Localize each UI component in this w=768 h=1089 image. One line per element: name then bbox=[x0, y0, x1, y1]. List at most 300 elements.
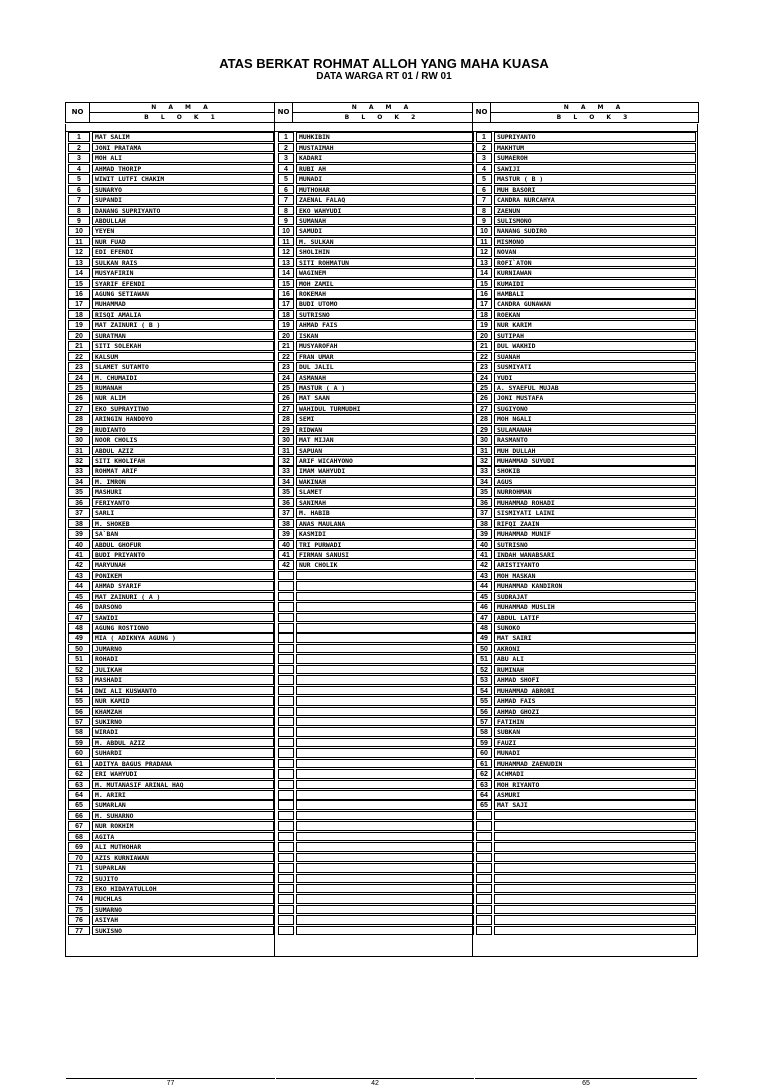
resident-name: NUR ROKHIM bbox=[92, 821, 274, 831]
row-number: 71 bbox=[68, 863, 90, 873]
resident-name: SARLI bbox=[92, 508, 274, 518]
row-number: 37 bbox=[476, 508, 492, 518]
row-number: 21 bbox=[476, 341, 492, 351]
blok3-row bbox=[476, 769, 696, 779]
blok2-row bbox=[278, 205, 474, 215]
row-number: 67 bbox=[68, 821, 90, 831]
resident-name: MOH NGALI bbox=[494, 414, 696, 424]
resident-name: FRAN UMAR bbox=[296, 352, 474, 362]
blok2-row bbox=[278, 236, 474, 246]
resident-name: M. ARIRI bbox=[92, 790, 274, 800]
row-number: 72 bbox=[68, 874, 90, 884]
resident-name: RUMANAH bbox=[92, 383, 274, 393]
blok2-row bbox=[278, 497, 474, 507]
blok3-row bbox=[476, 904, 696, 914]
resident-name: SAWIDI bbox=[92, 613, 274, 623]
resident-name: FIRMAN SANUSI bbox=[296, 550, 474, 560]
row-number bbox=[278, 769, 294, 779]
resident-name: SUTIPAH bbox=[494, 331, 696, 341]
row-number: 61 bbox=[476, 759, 492, 769]
row-number bbox=[476, 863, 492, 873]
resident-name: AHMAD THORIP bbox=[92, 164, 274, 174]
blok2-row bbox=[278, 675, 474, 685]
resident-name: M. HABIB bbox=[296, 508, 474, 518]
resident-name: SUMAEROH bbox=[494, 153, 696, 163]
resident-name: FAUZI bbox=[494, 738, 696, 748]
row-number: 22 bbox=[476, 352, 492, 362]
row-number: 38 bbox=[476, 519, 492, 529]
resident-name bbox=[296, 707, 474, 717]
blok3-row bbox=[476, 184, 696, 194]
blok2-row bbox=[278, 456, 474, 466]
row-number: 11 bbox=[278, 237, 294, 247]
resident-name bbox=[494, 863, 696, 873]
row-number: 26 bbox=[476, 393, 492, 403]
blok3-row bbox=[476, 466, 696, 476]
row-number: 27 bbox=[68, 404, 90, 414]
resident-name: ARINGIN HANDOYO bbox=[92, 414, 274, 424]
blok1-row bbox=[68, 372, 274, 382]
row-number: 49 bbox=[476, 633, 492, 643]
row-number: 59 bbox=[476, 738, 492, 748]
row-number: 53 bbox=[476, 675, 492, 685]
blok3-row bbox=[476, 633, 696, 643]
resident-name: ABDULLAH bbox=[92, 216, 274, 226]
table-header bbox=[65, 102, 699, 123]
blok3-row bbox=[476, 445, 696, 455]
resident-name: MUTHOHAR bbox=[296, 185, 474, 195]
row-number bbox=[278, 811, 294, 821]
row-number bbox=[476, 915, 492, 925]
row-number: 33 bbox=[476, 466, 492, 476]
resident-name bbox=[296, 581, 474, 591]
resident-name: MISMONO bbox=[494, 237, 696, 247]
row-number: 35 bbox=[68, 487, 90, 497]
row-number: 2 bbox=[278, 143, 294, 153]
row-number: 54 bbox=[476, 686, 492, 696]
resident-name: M. CHUMAIDI bbox=[92, 373, 274, 383]
row-number: 20 bbox=[476, 331, 492, 341]
row-number: 45 bbox=[68, 592, 90, 602]
blok3-row bbox=[476, 654, 696, 664]
resident-name: SHOKIB bbox=[494, 466, 696, 476]
row-number: 44 bbox=[476, 581, 492, 591]
resident-name: FERIYANTO bbox=[92, 498, 274, 508]
resident-name: MAT SAJI bbox=[494, 800, 696, 810]
blok3-row bbox=[476, 831, 696, 841]
blok2-row bbox=[278, 769, 474, 779]
row-number: 59 bbox=[68, 738, 90, 748]
resident-name bbox=[296, 727, 474, 737]
row-number: 32 bbox=[476, 456, 492, 466]
blok2-row bbox=[278, 560, 474, 570]
resident-name: SUPRIYANTO bbox=[494, 132, 696, 142]
row-number bbox=[278, 654, 294, 664]
blok3-row bbox=[476, 758, 696, 768]
row-number: 16 bbox=[476, 289, 492, 299]
blok1-row bbox=[68, 591, 274, 601]
row-number bbox=[278, 821, 294, 831]
row-number: 32 bbox=[278, 456, 294, 466]
blok1-row bbox=[68, 497, 274, 507]
resident-name: JONI MUSTAFA bbox=[494, 393, 696, 403]
row-number: 34 bbox=[476, 477, 492, 487]
row-number: 49 bbox=[68, 633, 90, 643]
blok1-row bbox=[68, 737, 274, 747]
row-number: 31 bbox=[278, 446, 294, 456]
resident-name: MAT ZAINURI ( B ) bbox=[92, 320, 274, 330]
resident-name: INDAH WANABSARI bbox=[494, 550, 696, 560]
blok1-row bbox=[68, 184, 274, 194]
blok1-row bbox=[68, 487, 274, 497]
row-number bbox=[278, 686, 294, 696]
blok3-row bbox=[476, 591, 696, 601]
row-number: 18 bbox=[476, 310, 492, 320]
row-number: 32 bbox=[68, 456, 90, 466]
resident-name: SUMANAH bbox=[296, 216, 474, 226]
resident-name: ROKEMAH bbox=[296, 289, 474, 299]
row-number: 8 bbox=[68, 206, 90, 216]
blok3-row bbox=[476, 602, 696, 612]
row-number: 4 bbox=[278, 164, 294, 174]
blok3-row bbox=[476, 236, 696, 246]
row-number bbox=[278, 915, 294, 925]
blok2-row bbox=[278, 925, 474, 935]
resident-name: SITI SOLEKAH bbox=[92, 341, 274, 351]
blok1-row bbox=[68, 602, 274, 612]
blok2-row bbox=[278, 393, 474, 403]
blok2-row bbox=[278, 581, 474, 591]
blok2-row bbox=[278, 894, 474, 904]
blok3-row bbox=[476, 737, 696, 747]
blok1-row bbox=[68, 362, 274, 372]
resident-name bbox=[296, 853, 474, 863]
row-number: 17 bbox=[68, 299, 90, 309]
blok1-row bbox=[68, 664, 274, 674]
row-number: 61 bbox=[68, 759, 90, 769]
row-number: 63 bbox=[68, 780, 90, 790]
row-number: 55 bbox=[68, 696, 90, 706]
resident-name: RIFQI ZAAIN bbox=[494, 519, 696, 529]
blok2-row bbox=[278, 142, 474, 152]
row-number: 11 bbox=[476, 237, 492, 247]
blok2-row bbox=[278, 623, 474, 633]
row-number: 18 bbox=[68, 310, 90, 320]
resident-name: TRI PURWADI bbox=[296, 540, 474, 550]
row-number: 30 bbox=[476, 435, 492, 445]
row-number: 22 bbox=[68, 352, 90, 362]
blok3-row bbox=[476, 153, 696, 163]
resident-name: MASTUR ( A ) bbox=[296, 383, 474, 393]
blok1-row bbox=[68, 925, 274, 935]
blok2-row bbox=[278, 696, 474, 706]
blok1-row bbox=[68, 758, 274, 768]
row-number: 24 bbox=[68, 373, 90, 383]
row-number: 5 bbox=[68, 174, 90, 184]
resident-name: ADITYA BAGUS PRADANA bbox=[92, 759, 274, 769]
blok3-row bbox=[476, 529, 696, 539]
row-number bbox=[476, 811, 492, 821]
resident-name: ABU ALI bbox=[494, 654, 696, 664]
blok3-row bbox=[476, 132, 696, 142]
resident-name: MUHAMMAD KANDIRON bbox=[494, 581, 696, 591]
row-number: 26 bbox=[278, 393, 294, 403]
resident-name: WIRADI bbox=[92, 727, 274, 737]
resident-name: ASMANAH bbox=[296, 373, 474, 383]
row-number: 15 bbox=[476, 279, 492, 289]
blok3-row bbox=[476, 884, 696, 894]
resident-name: MAKHTUM bbox=[494, 143, 696, 153]
row-number: 24 bbox=[476, 373, 492, 383]
row-number: 11 bbox=[68, 237, 90, 247]
blok2-row bbox=[278, 174, 474, 184]
resident-name: MOH ZAMIL bbox=[296, 279, 474, 289]
blok1-row bbox=[68, 330, 274, 340]
row-number bbox=[278, 926, 294, 936]
resident-name: SUTRISNO bbox=[494, 540, 696, 550]
row-number: 33 bbox=[68, 466, 90, 476]
row-number: 62 bbox=[476, 769, 492, 779]
resident-name: SUPARLAN bbox=[92, 863, 274, 873]
resident-name: WAGINEM bbox=[296, 268, 474, 278]
blok3-row bbox=[476, 424, 696, 434]
blok2-row bbox=[278, 508, 474, 518]
row-number: 3 bbox=[476, 153, 492, 163]
blok3-row bbox=[476, 487, 696, 497]
row-number: 36 bbox=[476, 498, 492, 508]
row-number: 40 bbox=[68, 540, 90, 550]
blok1-row bbox=[68, 748, 274, 758]
row-number bbox=[278, 738, 294, 748]
blok2-row bbox=[278, 184, 474, 194]
blok1-row bbox=[68, 278, 274, 288]
row-number: 31 bbox=[68, 446, 90, 456]
row-number bbox=[278, 707, 294, 717]
blok1-row bbox=[68, 351, 274, 361]
blok3-row bbox=[476, 925, 696, 935]
row-number: 63 bbox=[476, 780, 492, 790]
blok3-row bbox=[476, 821, 696, 831]
resident-name: SUDRAJAT bbox=[494, 592, 696, 602]
row-number: 60 bbox=[476, 748, 492, 758]
resident-name: WAKINAH bbox=[296, 477, 474, 487]
row-number: 13 bbox=[476, 258, 492, 268]
row-number: 41 bbox=[68, 550, 90, 560]
blok3-row bbox=[476, 142, 696, 152]
resident-name: HAMBALI bbox=[494, 289, 696, 299]
header-blok-1: B L O K 1 bbox=[90, 113, 275, 123]
row-number: 29 bbox=[278, 425, 294, 435]
row-number: 64 bbox=[68, 790, 90, 800]
resident-name: MARYUNAH bbox=[92, 560, 274, 570]
resident-name: MAT ZAINURI ( A ) bbox=[92, 592, 274, 602]
resident-name: SULKAN RAIS bbox=[92, 258, 274, 268]
row-number: 23 bbox=[476, 362, 492, 372]
row-number bbox=[476, 874, 492, 884]
row-number bbox=[278, 884, 294, 894]
blok1-row bbox=[68, 236, 274, 246]
blok3-row bbox=[476, 696, 696, 706]
resident-name: ROFI`ATON bbox=[494, 258, 696, 268]
blok2-row bbox=[278, 612, 474, 622]
blok1-row bbox=[68, 810, 274, 820]
row-number bbox=[278, 633, 294, 643]
row-number bbox=[278, 675, 294, 685]
row-number: 50 bbox=[476, 644, 492, 654]
blok3-row bbox=[476, 497, 696, 507]
blok1-row bbox=[68, 727, 274, 737]
resident-name bbox=[296, 842, 474, 852]
blok2-row bbox=[278, 779, 474, 789]
row-number: 19 bbox=[278, 320, 294, 330]
blok3-row bbox=[476, 779, 696, 789]
resident-name: EKO WAHYUDI bbox=[296, 206, 474, 216]
resident-name: SLAMET SUTAMTO bbox=[92, 362, 274, 372]
resident-name bbox=[494, 884, 696, 894]
resident-name bbox=[494, 926, 696, 936]
blok1-row bbox=[68, 852, 274, 862]
blok2-row bbox=[278, 216, 474, 226]
resident-name: MUHAMMAD MUSLIH bbox=[494, 602, 696, 612]
resident-name: KADARI bbox=[296, 153, 474, 163]
resident-name: ALI MUTHOHAR bbox=[92, 842, 274, 852]
resident-name: SUKIRNO bbox=[92, 717, 274, 727]
resident-name: AKRONI bbox=[494, 644, 696, 654]
resident-name: SULAMANAH bbox=[494, 425, 696, 435]
row-number bbox=[278, 717, 294, 727]
resident-name: JONI PRATAMA bbox=[92, 143, 274, 153]
blok3-row bbox=[476, 842, 696, 852]
row-number: 45 bbox=[476, 592, 492, 602]
row-number bbox=[278, 623, 294, 633]
blok3-row bbox=[476, 810, 696, 820]
row-number bbox=[278, 842, 294, 852]
resident-name: MUNADI bbox=[494, 748, 696, 758]
resident-name: NUR ALIM bbox=[92, 393, 274, 403]
blok2-row bbox=[278, 873, 474, 883]
blok1-row bbox=[68, 435, 274, 445]
blok2-column bbox=[278, 132, 474, 936]
row-number: 36 bbox=[278, 498, 294, 508]
resident-name bbox=[296, 665, 474, 675]
blok3-row bbox=[476, 664, 696, 674]
resident-name bbox=[296, 780, 474, 790]
blok3-row bbox=[476, 894, 696, 904]
resident-name: YUDI bbox=[494, 373, 696, 383]
resident-name bbox=[494, 832, 696, 842]
header-no-3: NO bbox=[473, 103, 491, 123]
resident-name bbox=[296, 832, 474, 842]
blok3-row bbox=[476, 873, 696, 883]
resident-name bbox=[296, 863, 474, 873]
blok2-row bbox=[278, 341, 474, 351]
resident-name: MUSYAROFAH bbox=[296, 341, 474, 351]
row-number: 37 bbox=[68, 508, 90, 518]
blok2-row bbox=[278, 257, 474, 267]
blok1-row bbox=[68, 581, 274, 591]
resident-name: M. SHOKEB bbox=[92, 519, 274, 529]
blok3-row bbox=[476, 341, 696, 351]
resident-name: WIWIT LUTFI CHAKIM bbox=[92, 174, 274, 184]
row-number: 25 bbox=[278, 383, 294, 393]
header-nama-3: N A M A bbox=[491, 103, 699, 113]
blok2-row bbox=[278, 466, 474, 476]
blok1-row bbox=[68, 403, 274, 413]
resident-name: MUCHLAS bbox=[92, 894, 274, 904]
resident-name: DWI ALI KUSWANTO bbox=[92, 686, 274, 696]
row-number: 14 bbox=[68, 268, 90, 278]
header-blok-3: B L O K 3 bbox=[491, 113, 699, 123]
resident-name bbox=[296, 905, 474, 915]
resident-name: AGUNG SETIAWAN bbox=[92, 289, 274, 299]
blok3-row bbox=[476, 643, 696, 653]
blok1-row bbox=[68, 821, 274, 831]
resident-name bbox=[296, 686, 474, 696]
blok3-row bbox=[476, 289, 696, 299]
blok3-row bbox=[476, 717, 696, 727]
blok2-row bbox=[278, 643, 474, 653]
row-number bbox=[476, 884, 492, 894]
row-number bbox=[278, 748, 294, 758]
blok3-row bbox=[476, 800, 696, 810]
blok2-row bbox=[278, 758, 474, 768]
blok2-row bbox=[278, 539, 474, 549]
resident-name: MIA ( ADIKNYA AGUNG ) bbox=[92, 633, 274, 643]
resident-name bbox=[494, 821, 696, 831]
resident-name: RISQI AMALIA bbox=[92, 310, 274, 320]
row-number: 14 bbox=[278, 268, 294, 278]
row-number bbox=[476, 821, 492, 831]
resident-name: SUPANDI bbox=[92, 195, 274, 205]
row-number bbox=[476, 853, 492, 863]
row-number: 19 bbox=[68, 320, 90, 330]
resident-name: SUKISNO bbox=[92, 926, 274, 936]
blok2-row bbox=[278, 330, 474, 340]
row-number: 3 bbox=[278, 153, 294, 163]
row-number: 57 bbox=[476, 717, 492, 727]
resident-name bbox=[296, 759, 474, 769]
blok2-row bbox=[278, 195, 474, 205]
resident-name: AHMAD GHOZI bbox=[494, 707, 696, 717]
row-number: 37 bbox=[278, 508, 294, 518]
row-number: 50 bbox=[68, 644, 90, 654]
resident-name: EDI EFENDI bbox=[92, 247, 274, 257]
resident-name: SUBKAN bbox=[494, 727, 696, 737]
row-number: 36 bbox=[68, 498, 90, 508]
row-number: 4 bbox=[68, 164, 90, 174]
blok2-row bbox=[278, 800, 474, 810]
resident-name: KURNIAWAN bbox=[494, 268, 696, 278]
blok3-row bbox=[476, 278, 696, 288]
blok3-row bbox=[476, 226, 696, 236]
blok3-row bbox=[476, 476, 696, 486]
blok3-row bbox=[476, 518, 696, 528]
row-number: 34 bbox=[278, 477, 294, 487]
resident-name: SITI ROHMATUN bbox=[296, 258, 474, 268]
resident-name bbox=[296, 592, 474, 602]
blok3-row bbox=[476, 581, 696, 591]
resident-name: EKO HIDAYATULLOH bbox=[92, 884, 274, 894]
resident-name bbox=[296, 696, 474, 706]
resident-name: SYARIF EFENDI bbox=[92, 279, 274, 289]
blok2-row bbox=[278, 476, 474, 486]
resident-name: AHMAD SYARIF bbox=[92, 581, 274, 591]
blok2-row bbox=[278, 278, 474, 288]
blok2-row bbox=[278, 591, 474, 601]
resident-name: AGUNG ROSTIONO bbox=[92, 623, 274, 633]
column-divider bbox=[472, 102, 473, 957]
blok1-row bbox=[68, 216, 274, 226]
